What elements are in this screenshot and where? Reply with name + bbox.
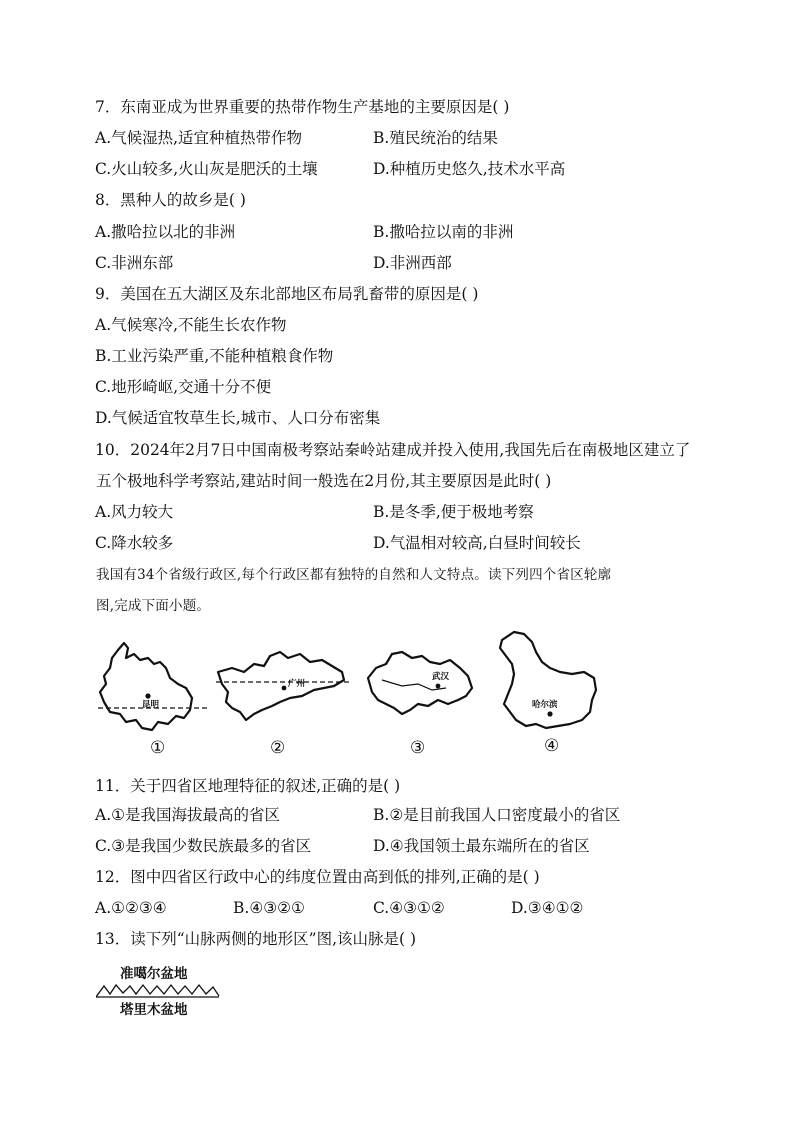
q11-stem: 11．关于四省区地理特征的叙述,正确的是( ) [95, 777, 401, 795]
q8-option-b: B.撒哈拉以南的非洲 [373, 223, 514, 241]
map-4-number: ④ [544, 736, 560, 756]
q7-stem: 7．东南亚成为世界重要的热带作物生产基地的主要原因是( ) [95, 98, 510, 116]
q7-option-c: C.火山较多,火山灰是肥沃的土壤 [95, 160, 318, 178]
q7-option-b: B.殖民统治的结果 [373, 129, 498, 147]
q9-option-c: C.地形崎岖,交通十分不便 [95, 378, 272, 396]
map-1-number: ① [150, 738, 166, 758]
q7-option-d: D.种植历史悠久,技术水平高 [373, 160, 566, 178]
maps-intro-line2: 图,完成下面小题。 [96, 598, 211, 614]
province-map-4 [492, 628, 612, 768]
q10-option-a: A.风力较大 [95, 503, 174, 521]
q7-option-a: A.气候湿热,适宜种植热带作物 [95, 129, 303, 147]
north-basin-label: 准噶尔盆地 [120, 966, 188, 982]
q12-option-a: A.①②③④ [95, 899, 167, 917]
province-outline-maps [96, 628, 616, 768]
q9-stem: 9．美国在五大湖区及东北部地区布局乳畜带的原因是( ) [95, 285, 479, 303]
q10-option-b: B.是冬季,便于极地考察 [373, 503, 534, 521]
q9-option-b: B.工业污染严重,不能种植粮食作物 [95, 347, 334, 365]
q10-option-d: D.气温相对较高,白昼时间较长 [373, 534, 581, 552]
q8-option-c: C.非洲东部 [95, 254, 174, 272]
q10-stem-line1: 10．2024年2月7日中国南极考察站秦岭站建成并投入使用,我国先后在南极地区建立了 [95, 441, 691, 459]
q11-option-b: B.②是目前我国人口密度最小的省区 [373, 806, 621, 824]
q13-stem: 13．读下列“山脉两侧的地形区”图,该山脉是( ) [95, 930, 417, 948]
heilongjiang-outline-icon [492, 628, 612, 738]
map-3-number: ③ [410, 738, 426, 758]
map-2-city-label: 广州 [288, 679, 306, 689]
q8-stem: 8．黑种人的故乡是( ) [95, 191, 246, 209]
south-basin-label: 塔里木盆地 [120, 1002, 188, 1018]
q11-option-d: D.④我国领土最东端所在的省区 [373, 837, 590, 855]
q9-option-a: A.气候寒冷,不能生长农作物 [95, 316, 287, 334]
q12-option-c: C.④③①② [373, 899, 445, 917]
q10-stem-line2: 五个极地科学考察站,建站时间一般选在2月份,其主要原因是此时( ) [96, 472, 552, 490]
q8-option-d: D.非洲西部 [373, 254, 452, 272]
map-1-city-label: 昆明 [142, 700, 160, 710]
hubei-outline-icon [362, 628, 482, 738]
q12-option-b: B.④③②① [233, 899, 305, 917]
q11-option-a: A.①是我国海拔最高的省区 [95, 806, 281, 824]
map-3-city-label: 武汉 [432, 672, 450, 682]
guangdong-outline-icon [214, 628, 354, 738]
province-map-2 [214, 628, 354, 768]
maps-intro-line1: 我国有34个省级行政区,每个行政区都有独特的自然和人文特点。读下列四个省区轮廓 [96, 567, 612, 583]
mountain-diagram [96, 960, 326, 1020]
province-map-3 [362, 628, 482, 768]
q10-option-c: C.降水较多 [95, 534, 174, 552]
map-2-number: ② [270, 738, 286, 758]
q11-option-c: C.③是我国少数民族最多的省区 [95, 837, 312, 855]
province-map-1 [96, 628, 211, 768]
q12-option-d: D.③④①② [511, 899, 584, 917]
yunnan-outline-icon [96, 628, 211, 738]
q8-option-a: A.撒哈拉以北的非洲 [95, 223, 236, 241]
q9-option-d: D.气候适宜牧草生长,城市、人口分布密集 [95, 409, 381, 427]
q12-stem: 12．图中四省区行政中心的纬度位置由高到低的排列,正确的是( ) [95, 868, 540, 886]
map-4-city-label: 哈尔滨 [532, 700, 558, 710]
